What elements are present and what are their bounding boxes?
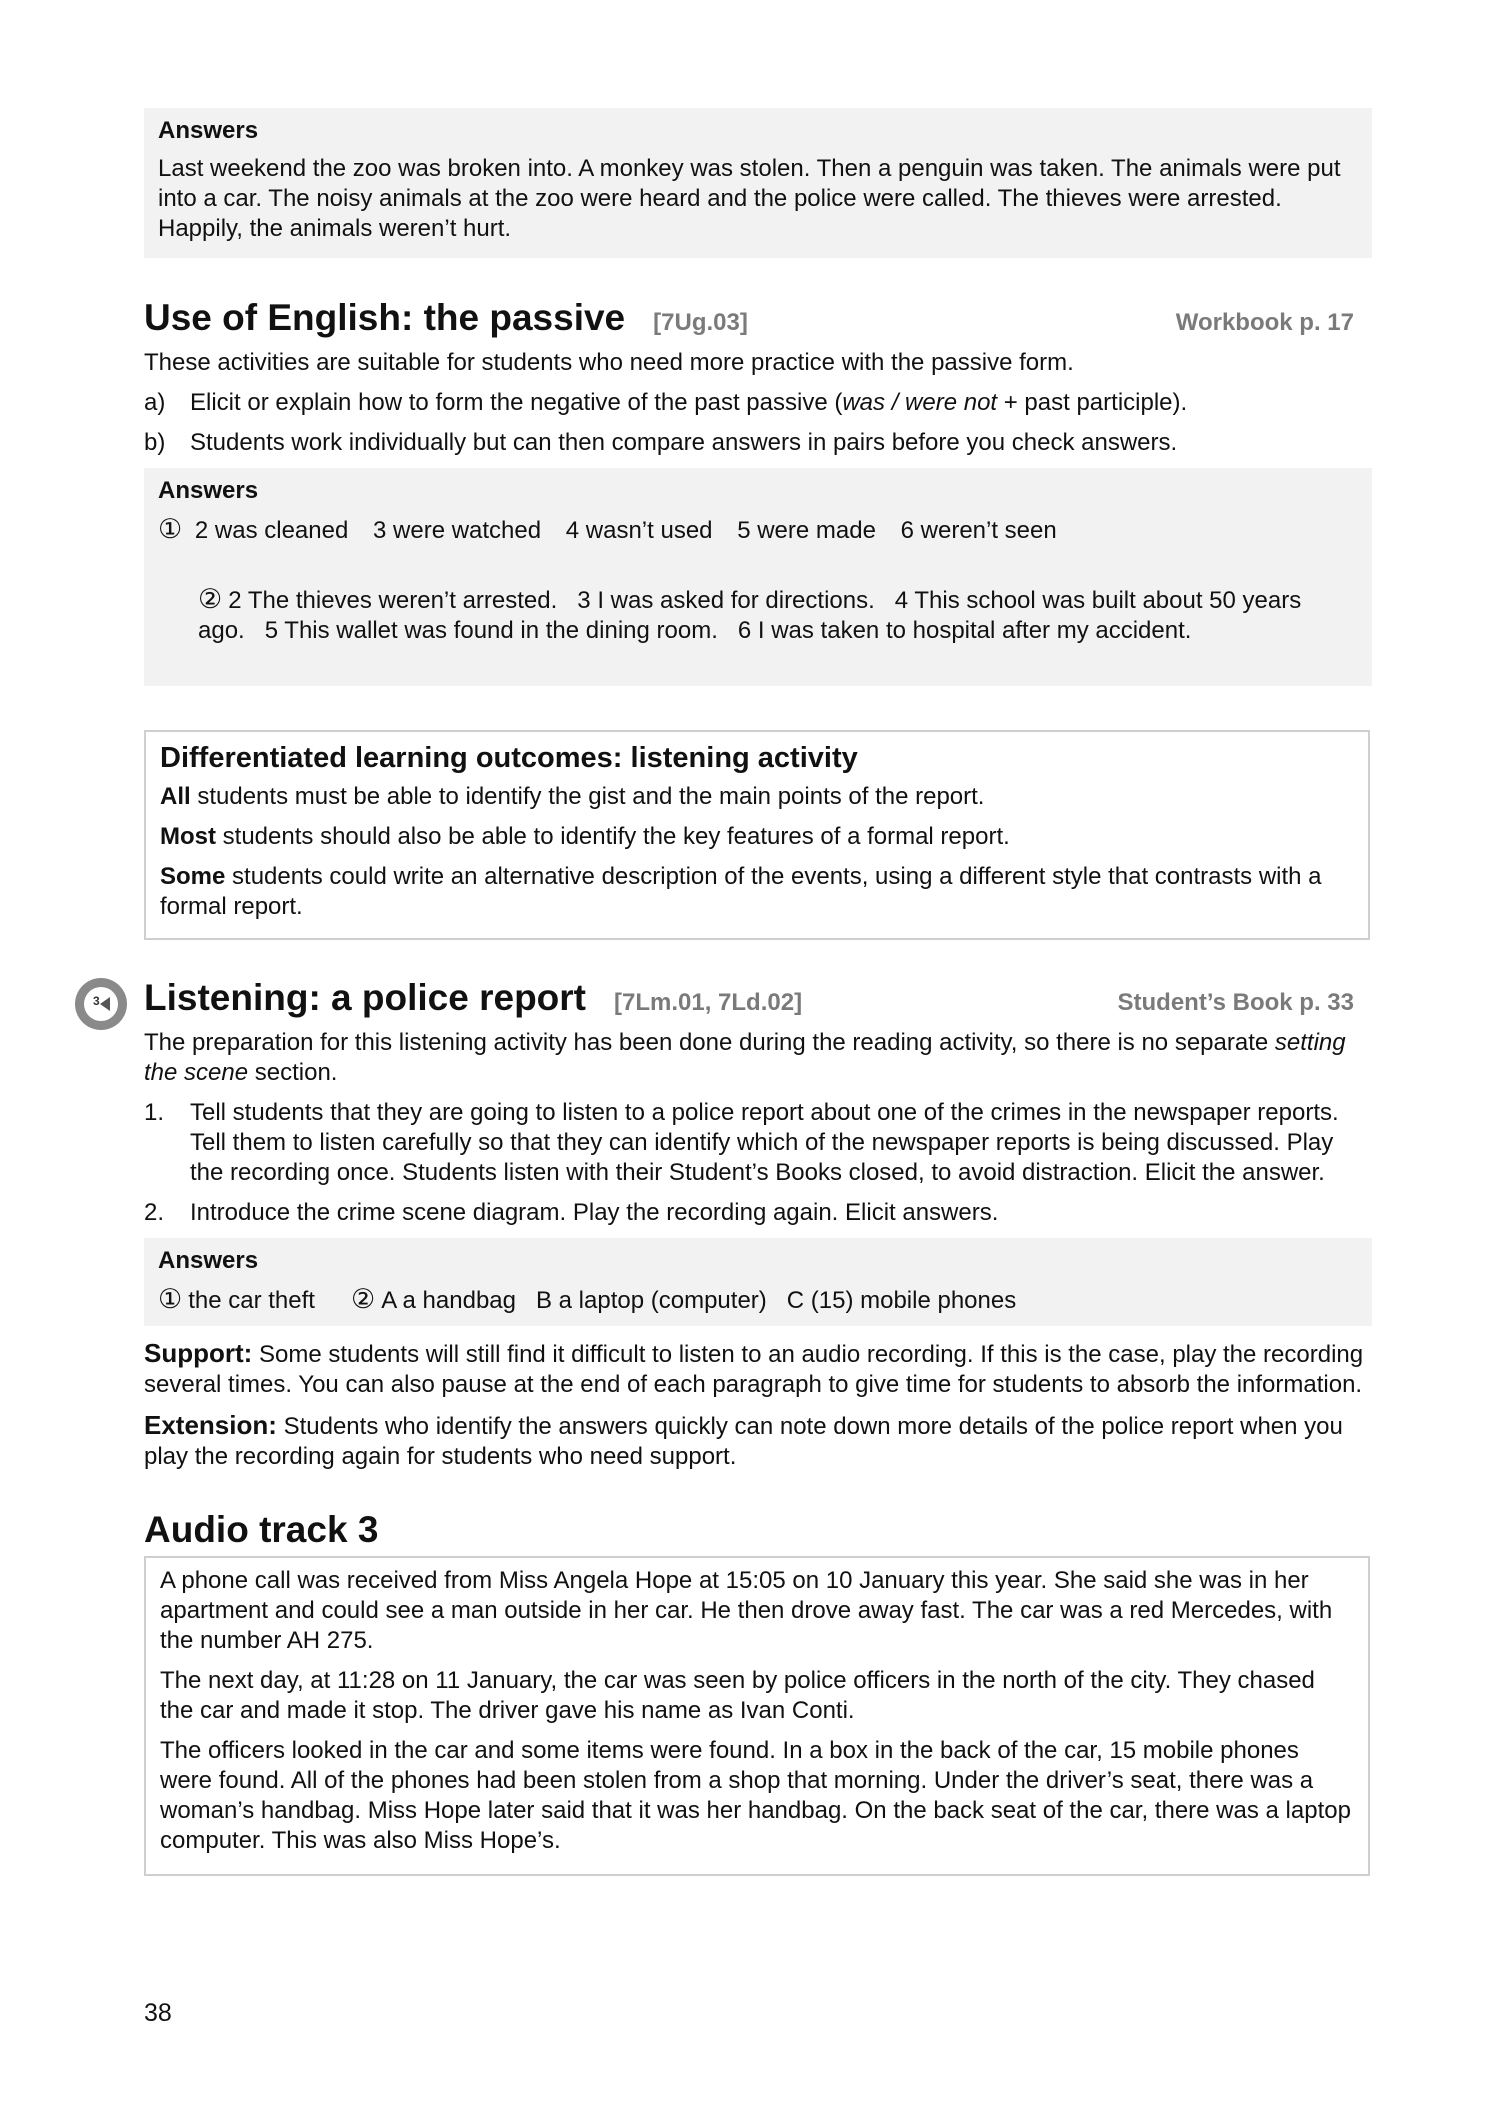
number-circle-2: ②: [350, 1284, 376, 1314]
audio-transcript-box: [144, 1556, 1370, 1876]
answers-line-1: [158, 514, 1358, 546]
answer-item: 3 were watched: [373, 517, 542, 544]
section-header-listening: [93, 976, 1370, 1020]
number-circle-2: ②: [198, 584, 223, 614]
answer-item: 4 wasn’t used: [565, 517, 713, 544]
support-label: Support:: [144, 1338, 253, 1368]
outcome-label: All: [160, 783, 191, 810]
page-number: 38: [144, 1999, 172, 2027]
list-marker: a): [144, 389, 166, 416]
list-item: [144, 1198, 1370, 1228]
audio-track-title: Audio track 3: [144, 1509, 379, 1550]
italic-text: setting the scene: [144, 1029, 1346, 1086]
learning-outcomes-box: [144, 730, 1370, 940]
answers-box-passive: [144, 468, 1372, 686]
list-item: [144, 388, 1370, 418]
book-reference: Workbook p. 17: [1175, 309, 1354, 336]
outcome-some: [160, 862, 1354, 922]
list-item: [144, 1098, 1370, 1188]
text-part: section.: [248, 1059, 338, 1086]
answer-item: 6 weren’t seen: [900, 517, 1057, 544]
list-text: Students work individually but can then compare answers in pairs before you check answers.: [190, 429, 1178, 456]
answers-box-listening: [144, 1238, 1372, 1326]
extension-note: [144, 1410, 1370, 1472]
answer-text: 2 The thieves weren’t arrested. 3 I was asked for directions. 4 This school was built about 50 years: [228, 587, 1302, 614]
list-text: Introduce the crime scene diagram. Play the recording again. Elicit answers.: [190, 1199, 999, 1226]
answer-item: 2 was cleaned: [194, 517, 349, 544]
outcome-all: [160, 782, 1354, 812]
outcomes-title: Differentiated learning outcomes: listening activity: [160, 742, 858, 774]
page-content: [93, 108, 1370, 1876]
passive-steps: [144, 388, 1370, 458]
curriculum-code: [7Lm.01, 7Ld.02]: [614, 989, 803, 1016]
listening-steps: [144, 1098, 1370, 1228]
answers-line: [158, 1284, 1358, 1316]
list-marker: b): [144, 429, 166, 456]
text-part: + past participle).: [997, 389, 1188, 416]
outcome-text: students must be able to identify the gist and the main points of the report.: [190, 783, 985, 810]
book-reference: Student’s Book p. 33: [1117, 989, 1354, 1016]
audio-track-icon: [75, 978, 127, 1030]
number-circle-1: ①: [158, 514, 183, 544]
outcome-text: students should also be able to identify the key features of a formal report.: [216, 823, 1010, 850]
outcome-label: Most: [160, 823, 216, 850]
answer-item: 5 were made: [737, 517, 876, 544]
transcript-paragraph: A phone call was received from Miss Angela Hope at 15:05 on 10 January this year. She said she was in her apartment and could see a man outside in her car. He then drove away fast. The car was a red Mercedes, with the number AH 275.: [160, 1567, 1333, 1654]
section-title: Use of English: the passive: [144, 297, 626, 338]
answers-line-2: [158, 554, 1358, 676]
answers-heading: Answers: [158, 477, 259, 504]
list-text: [190, 388, 1370, 418]
italic-text: was / were not: [842, 389, 998, 416]
section-intro: [144, 1028, 1370, 1088]
outcome-label: Some: [160, 863, 226, 890]
list-marker: 1.: [144, 1099, 165, 1126]
transcript-paragraph: The officers looked in the car and some items were found. In a box in the back of the car, 15 mobile phones were found. All of the phones had been stolen from a shop that morning. Under the driver’s seat, there was a woman’s handbag. Miss Hope later said that it was her handbag. On the back seat of the car, there was a laptop computer. This was also Miss Hope’s.: [160, 1737, 1351, 1854]
outcome-most: [160, 822, 1354, 852]
text-part: The preparation for this listening activity has been done during the reading activity, so there is no separate: [144, 1029, 1275, 1056]
answer-text: the car theft: [188, 1287, 315, 1314]
section-intro: These activities are suitable for students who need more practice with the passive form.: [144, 349, 1074, 376]
answers-heading: Answers: [158, 117, 259, 144]
outcome-text: students could write an alternative description of the events, using a different style that contrasts with a formal report.: [160, 863, 1322, 920]
number-circle-1: ①: [158, 1284, 183, 1314]
section-title: Listening: a police report: [144, 977, 586, 1018]
curriculum-code: [7Ug.03]: [653, 309, 748, 336]
text-part: Elicit or explain how to form the negative of the past passive (: [190, 389, 843, 416]
list-marker: 2.: [144, 1199, 165, 1226]
extension-text: Students who identify the answers quickly can note down more details of the police report when you play the recording again for students who need support.: [144, 1413, 1343, 1470]
list-item: [144, 428, 1370, 458]
list-text: Tell students that they are going to listen to a police report about one of the crimes in the newspaper reports. Tell them to listen carefully so that they can identify which of the newspaper reports is being discussed. Play the recording once. Students listen with their Student’s Books closed, to avoid distraction. Elicit the answer.: [190, 1099, 1339, 1186]
answer-text: A a handbag B a laptop (computer) C (15) mobile phones: [381, 1287, 1017, 1314]
support-text: Some students will still find it difficult to listen to an audio recording. If this is the case, play the recording several times. You can also pause at the end of each paragraph to give time for students to absorb the information.: [144, 1341, 1364, 1398]
answers-heading: Answers: [158, 1247, 259, 1274]
section-header-passive: [144, 296, 1370, 340]
answers-text: Last weekend the zoo was broken into. A monkey was stolen. Then a penguin was taken. The animals were put into a car. The noisy animals at the zoo were heard and the police were called. The thieves were arrested. Happily, the animals weren’t hurt.: [158, 155, 1341, 242]
extension-label: Extension:: [144, 1410, 277, 1440]
support-note: [144, 1338, 1370, 1400]
answer-text: ago. 5 This wallet was found in the dining room. 6 I was taken to hospital after my accident.: [198, 617, 1192, 644]
transcript-paragraph: The next day, at 11:28 on 11 January, the car was seen by police officers in the north of the city. They chased the car and made it stop. The driver gave his name as Ivan Conti.: [160, 1667, 1315, 1724]
audio-track-number: 3: [93, 994, 100, 1008]
answers-box-zoo: [144, 108, 1372, 258]
